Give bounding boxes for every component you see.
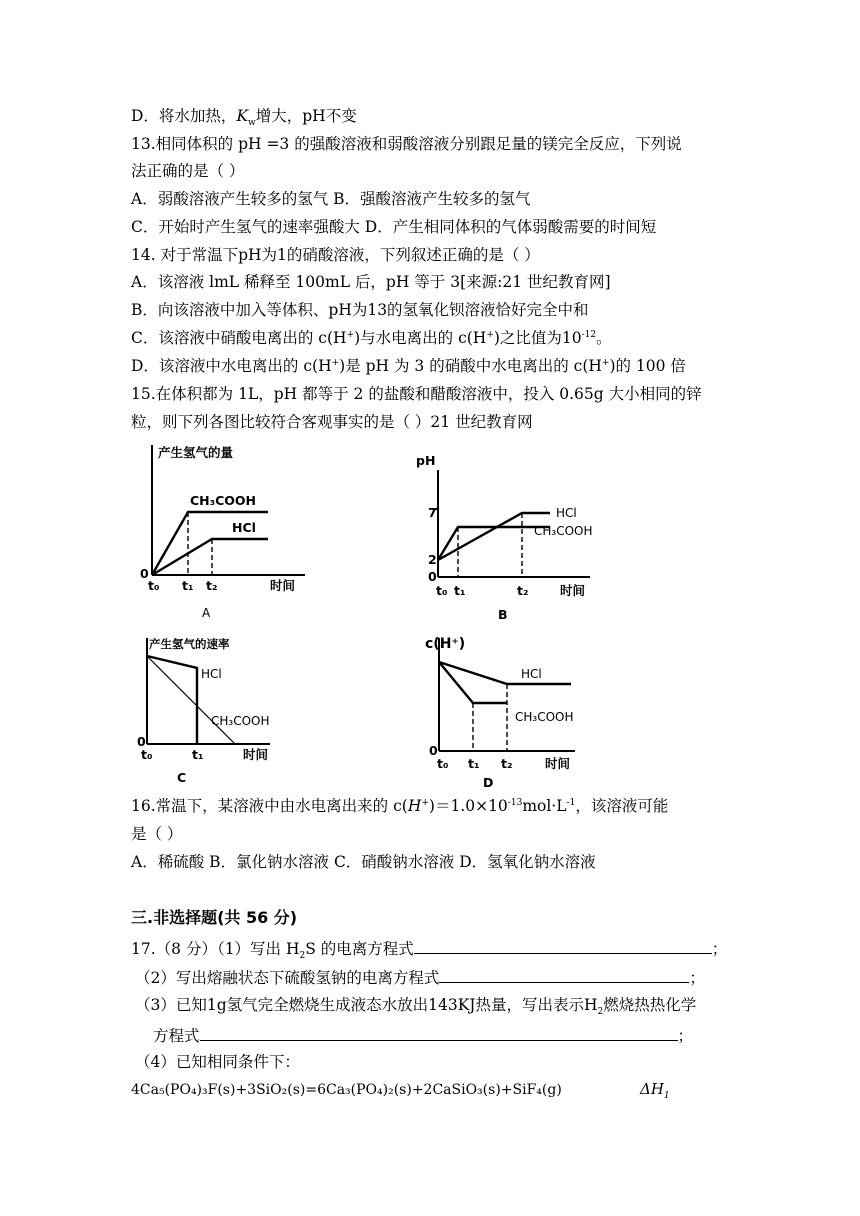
chart-d-series-ch3cooh: CH₃COOH [515, 710, 574, 724]
question-13-stem-cont: 法正确的是（ ） [131, 162, 245, 180]
chart-c-t0: t₀ [141, 747, 153, 762]
chart-d-t1: t₁ [468, 756, 480, 771]
chart-c-series-ch3cooh: CH₃COOH [211, 714, 270, 728]
question-17-part-3: （3）已知1g氢气完全燃烧生成液态水放出143KJ热量，写出表示$H_2$燃烧热热化学 [135, 996, 697, 1018]
question-16-stem-cont: 是（ ） [131, 825, 183, 843]
chart-a-origin: 0 [140, 566, 149, 581]
chart-d-series-hcl: HCl [521, 667, 542, 681]
question-17-part-2: （2）写出熔融状态下硫酸氢钠的电离方程式 ； [135, 966, 705, 988]
chart-a [130, 437, 310, 631]
chart-d-t0: t₀ [437, 756, 449, 771]
question-17-part-3-cont: 方程式 ； [153, 1024, 693, 1046]
section-3-title: 三.非选择题(共 56 分) [131, 908, 298, 927]
chart-b-t1: t₁ [454, 583, 466, 598]
chart-d-ylabel: c(H⁺) [425, 636, 466, 652]
chart-a-xlabel: 时间 [270, 578, 296, 593]
chart-c-t1: t₁ [192, 747, 204, 762]
chart-c-origin: 0 [137, 734, 146, 749]
chart-b-t2: t₂ [517, 583, 529, 598]
question-14-option-d: D．该溶液中水电离出的 c(H+)是 pH 为 3 的硝酸中水电离出的 c(H+)的 100 倍 [131, 357, 686, 375]
chart-b-ylabel: pH [416, 453, 436, 468]
chart-a-series-ch3cooh: CH₃COOH [190, 493, 256, 508]
chart-b-series-hcl: HCl [556, 506, 577, 520]
chart-b-y2: 2 [428, 552, 437, 567]
chart-c-ylabel: 产生氢气的速率 [149, 637, 230, 651]
chart-d-caption: D [483, 775, 494, 790]
chart-b-xlabel: 时间 [560, 583, 586, 598]
chart-b-series-ch3cooh: CH₃COOH [534, 524, 593, 538]
question-13-options-ab: A．弱酸溶液产生较多的氢气 B．强酸溶液产生较多的氢气 [131, 190, 531, 208]
answer-blank-2[interactable] [439, 966, 689, 983]
question-15-stem: 15.在体积都为 1L，pH 都等于 2 的盐酸和醋酸溶液中，投入 0.65g 大小相同的锌 [131, 385, 702, 403]
chart-a-caption: A [202, 606, 211, 620]
chart-b-origin: 0 [428, 569, 437, 584]
chart-b-caption: B [498, 607, 508, 622]
question-17-part-4: （4）已知相同条件下： [135, 1053, 300, 1071]
question-14-option-c: C．该溶液中硝酸电离出的 c(H+)与水电离出的 c(H+)之比值为$10^{-12}$。 [131, 329, 612, 347]
option-13-D-prev: D．将水加热，$K_w$增大，pH不变 [131, 107, 357, 129]
equation-1: 4Ca₅(PO₄)₃F(s)+3SiO₂(s)=6Ca₃(PO₄)₂(s)+2CaSiO₃(s)+SiF₄(g) [131, 1082, 562, 1098]
chart-a-t0: t₀ [148, 578, 160, 593]
question-14-stem: 14. 对于常温下pH为1的硝酸溶液，下列叙述正确的是（ ） [131, 246, 540, 264]
chart-d [425, 632, 585, 796]
chart-a-ylabel: 产生氢气的量 [158, 445, 234, 460]
question-16-stem: 16.常温下，某溶液中由水电离出来的 $c(H^+)=1.0\times 10^{-13}mol\cdot L^{-1}$，该溶液可能 [131, 797, 669, 815]
question-17-part-1: 17.（8 分）（1）写出 $H_2S$ 的电离方程式 ； [131, 937, 727, 959]
chart-c [135, 632, 285, 791]
chart-b [410, 445, 600, 634]
chart-b-t0: t₀ [436, 583, 448, 598]
chart-c-caption: C [177, 770, 187, 785]
chart-a-series-hcl: HCl [232, 520, 256, 535]
chart-a-t1: t₁ [182, 578, 194, 593]
chart-c-xlabel: 时间 [243, 747, 269, 762]
chart-d-t2: t₂ [501, 756, 513, 771]
question-13-stem: 13.相同体积的 pH =3 的强酸溶液和弱酸溶液分别跟足量的镁完全反应，下列说 [131, 135, 682, 153]
answer-blank-3[interactable] [200, 1024, 678, 1041]
question-15-stem-cont: 粒，则下列各图比较符合客观事实的是（ ）21 世纪教育网 [131, 413, 533, 431]
answer-blank-1[interactable] [414, 937, 712, 954]
chart-d-xlabel: 时间 [545, 756, 571, 771]
enthalpy-label: $\Delta H_1$ [640, 1080, 670, 1101]
chart-b-y7: 7 [428, 505, 437, 520]
question-16-options: A．稀硫酸 B．氯化钠水溶液 C．硝酸钠水溶液 D．氢氧化钠水溶液 [131, 853, 596, 871]
question-14-option-a: A．该溶液 lmL 稀释至 100mL 后，pH 等于 3[来源:21 世纪教育网] [131, 273, 611, 291]
question-13-options-cd: C．开始时产生氢气的速率强酸大 D．产生相同体积的气体弱酸需要的时间短 [131, 218, 657, 236]
chart-a-t2: t₂ [206, 578, 218, 593]
chart-c-series-hcl: HCl [201, 667, 222, 681]
question-14-option-b: B．向该溶液中加入等体积、pH为13的氢氧化钡溶液恰好完全中和 [131, 301, 589, 319]
chart-d-origin: 0 [429, 743, 438, 758]
